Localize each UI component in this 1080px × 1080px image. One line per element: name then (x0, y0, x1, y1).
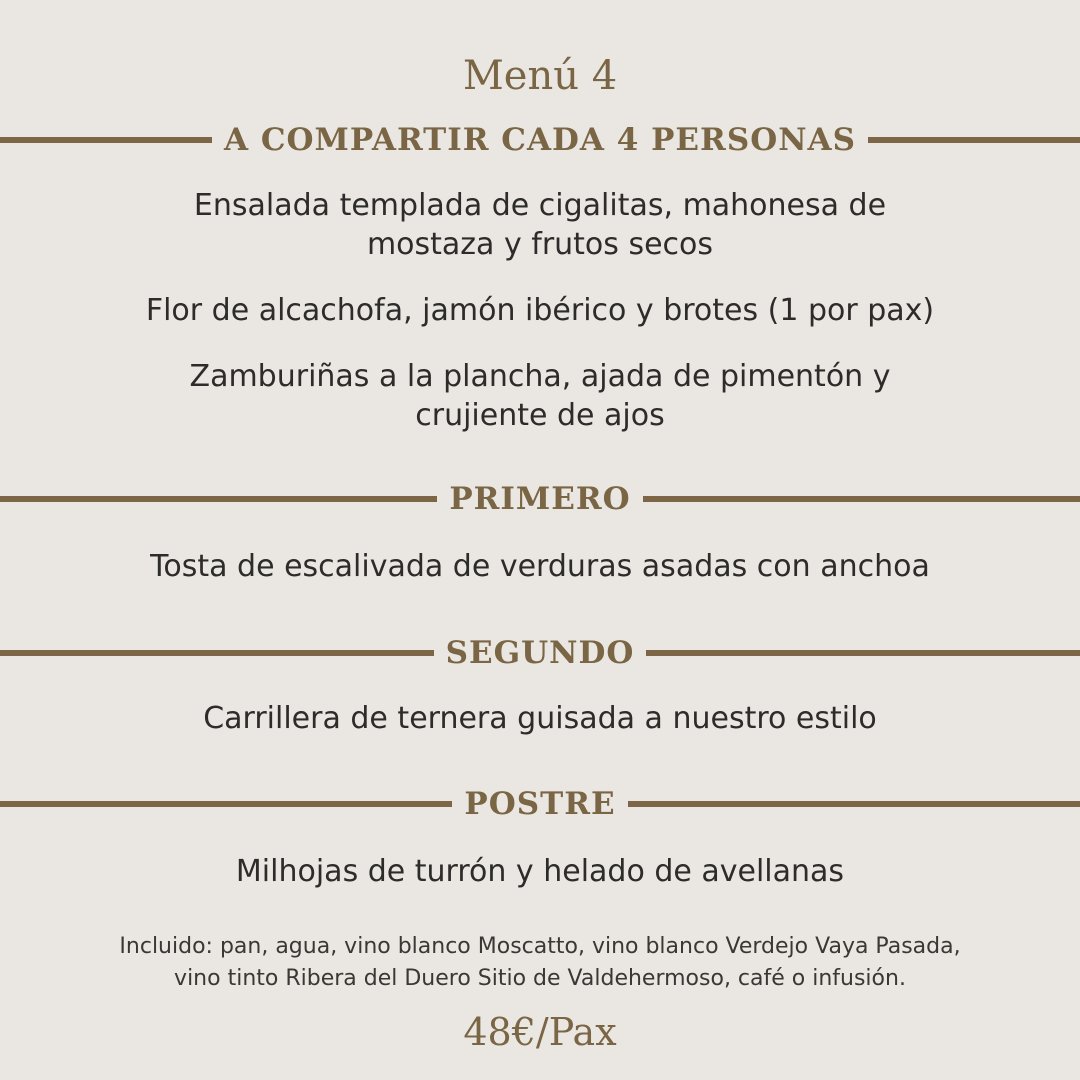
divider-right (646, 650, 1080, 656)
dish-line: Ensalada templada de cigalitas, mahonesa de (193, 188, 887, 223)
section-header-a-compartir (0, 118, 1080, 162)
dish-line: Zamburiñas a la plancha, ajada de pimentón y (189, 359, 891, 394)
divider-left (0, 801, 452, 807)
dish-item (0, 852, 1080, 891)
dish-line: Carrillera de ternera guisada a nuestro estilo (203, 701, 877, 736)
section-title: SEGUNDO (445, 635, 635, 671)
section-header-postre (0, 782, 1080, 826)
divider-left (0, 496, 437, 502)
included-note (0, 931, 1080, 995)
dish-item (0, 186, 1080, 264)
dish-item (0, 357, 1080, 435)
price: 48€/Pax (463, 1010, 617, 1054)
included-line: vino tinto Ribera del Duero Sitio de Valdehermoso, café o infusión. (174, 966, 906, 991)
section-title: A COMPARTIR CADA 4 PERSONAS (224, 122, 856, 158)
divider-left (0, 137, 212, 143)
dish-item (0, 547, 1080, 586)
divider-right (628, 801, 1080, 807)
dish-line: mostaza y frutos secos (366, 227, 714, 262)
dish-line: Milhojas de turrón y helado de avellanas (235, 854, 845, 889)
dish-item (0, 291, 1080, 330)
dish-line: crujiente de ajos (415, 398, 665, 433)
dish-line: Flor de alcachofa, jamón ibérico y brotes (1 por pax) (145, 293, 935, 328)
menu-title: Menú 4 (462, 53, 618, 99)
divider-right (643, 496, 1080, 502)
divider-right (868, 137, 1080, 143)
section-title: PRIMERO (449, 481, 631, 517)
section-title: POSTRE (464, 786, 616, 822)
section-header-segundo (0, 631, 1080, 675)
dish-line: Tosta de escalivada de verduras asadas con anchoa (150, 549, 930, 584)
section-header-primero (0, 477, 1080, 521)
included-line: Incluido: pan, agua, vino blanco Moscatto, vino blanco Verdejo Vaya Pasada, (119, 934, 961, 959)
divider-left (0, 650, 434, 656)
dish-item (0, 699, 1080, 738)
